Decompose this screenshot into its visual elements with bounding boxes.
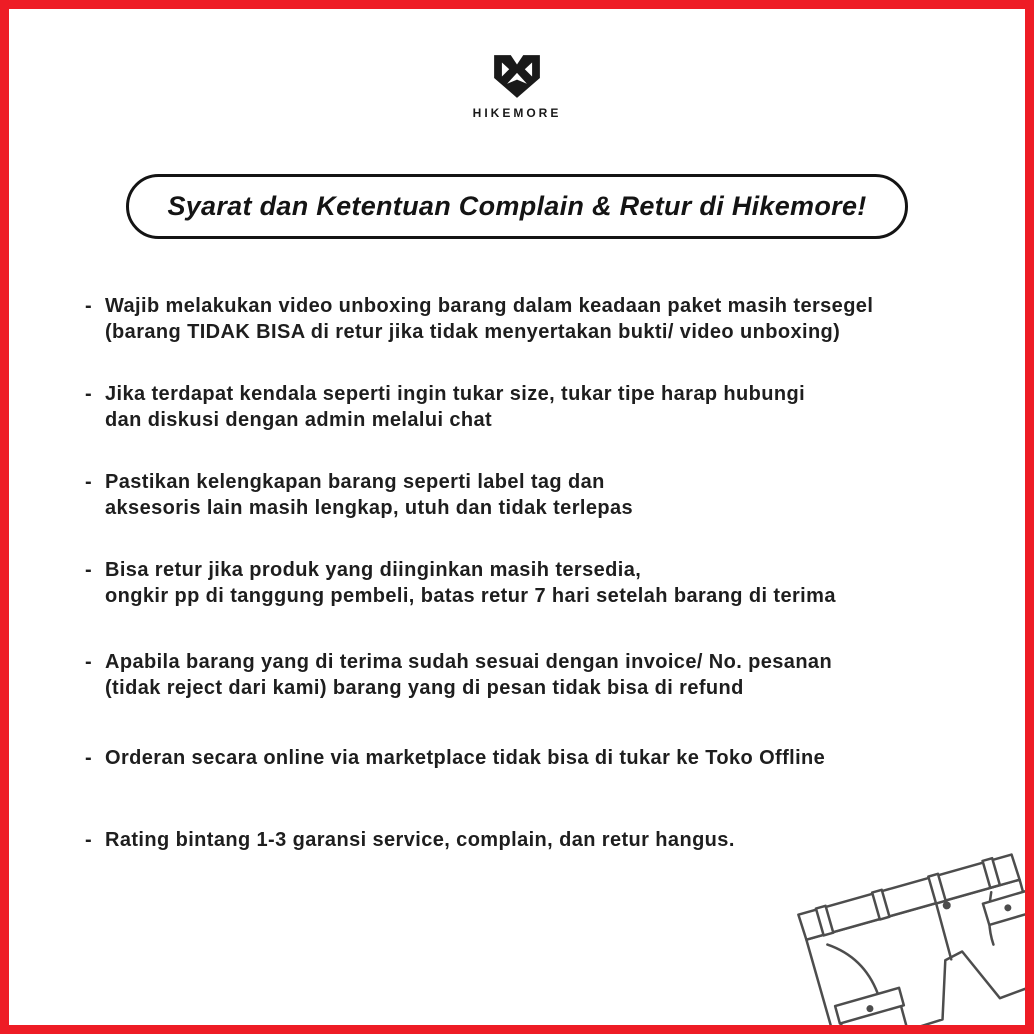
term-bullet: - — [85, 295, 93, 317]
hikemore-m-emblem-icon — [491, 53, 543, 100]
term-line: Pastikan kelengkapan barang seperti label tag dan — [105, 471, 605, 493]
term-item-2 — [85, 381, 989, 433]
term-line: Jika terdapat kendala seperti ingin tukar size, tukar tipe harap hubungi — [105, 383, 806, 405]
term-text — [105, 381, 805, 433]
term-bullet: - — [85, 471, 93, 493]
term-line: Wajib melakukan video unboxing barang dalam keadaan paket masih tersegel — [105, 295, 874, 317]
title-container — [9, 174, 1025, 239]
brand-wordmark: HIKEMORE — [472, 106, 562, 120]
term-item-4 — [85, 557, 989, 609]
term-item-3 — [85, 469, 989, 521]
term-line: aksesoris lain masih lengkap, utuh dan tidak terlepas — [105, 497, 634, 519]
term-line: Apabila barang yang di terima sudah sesuai dengan invoice/ No. pesanan — [105, 651, 833, 673]
term-line: Rating bintang 1-3 garansi service, complain, dan retur hangus. — [105, 829, 735, 851]
term-line: dan diskusi dengan admin melalui chat — [105, 409, 493, 431]
term-bullet: - — [85, 559, 93, 581]
term-item-1 — [85, 293, 989, 345]
term-line: ongkir pp di tanggung pembeli, batas retur 7 hari setelah barang di terima — [105, 585, 836, 607]
term-text — [105, 745, 825, 771]
term-text — [105, 469, 633, 521]
term-item-6 — [85, 745, 989, 771]
term-bullet: - — [85, 829, 93, 851]
terms-list — [85, 293, 989, 853]
term-bullet: - — [85, 747, 93, 769]
term-bullet: - — [85, 383, 93, 405]
term-text — [105, 557, 836, 609]
term-line: Bisa retur jika produk yang diinginkan masih tersedia, — [105, 559, 642, 581]
term-line: (barang TIDAK BISA di retur jika tidak menyertakan bukti/ video unboxing) — [105, 321, 841, 343]
term-text — [105, 827, 735, 853]
term-text — [105, 293, 873, 345]
term-text — [105, 649, 832, 701]
term-bullet: - — [85, 651, 93, 673]
term-item-7 — [85, 827, 989, 853]
term-line: (tidak reject dari kami) barang yang di pesan tidak bisa di refund — [105, 677, 744, 699]
cargo-shorts-illustration-icon — [789, 843, 1034, 1034]
page-title: Syarat dan Ketentuan Complain & Retur di Hikemore! — [126, 174, 907, 239]
brand-logo — [9, 53, 1025, 120]
term-item-5 — [85, 649, 989, 701]
term-line: Orderan secara online via marketplace tidak bisa di tukar ke Toko Offline — [105, 747, 826, 769]
